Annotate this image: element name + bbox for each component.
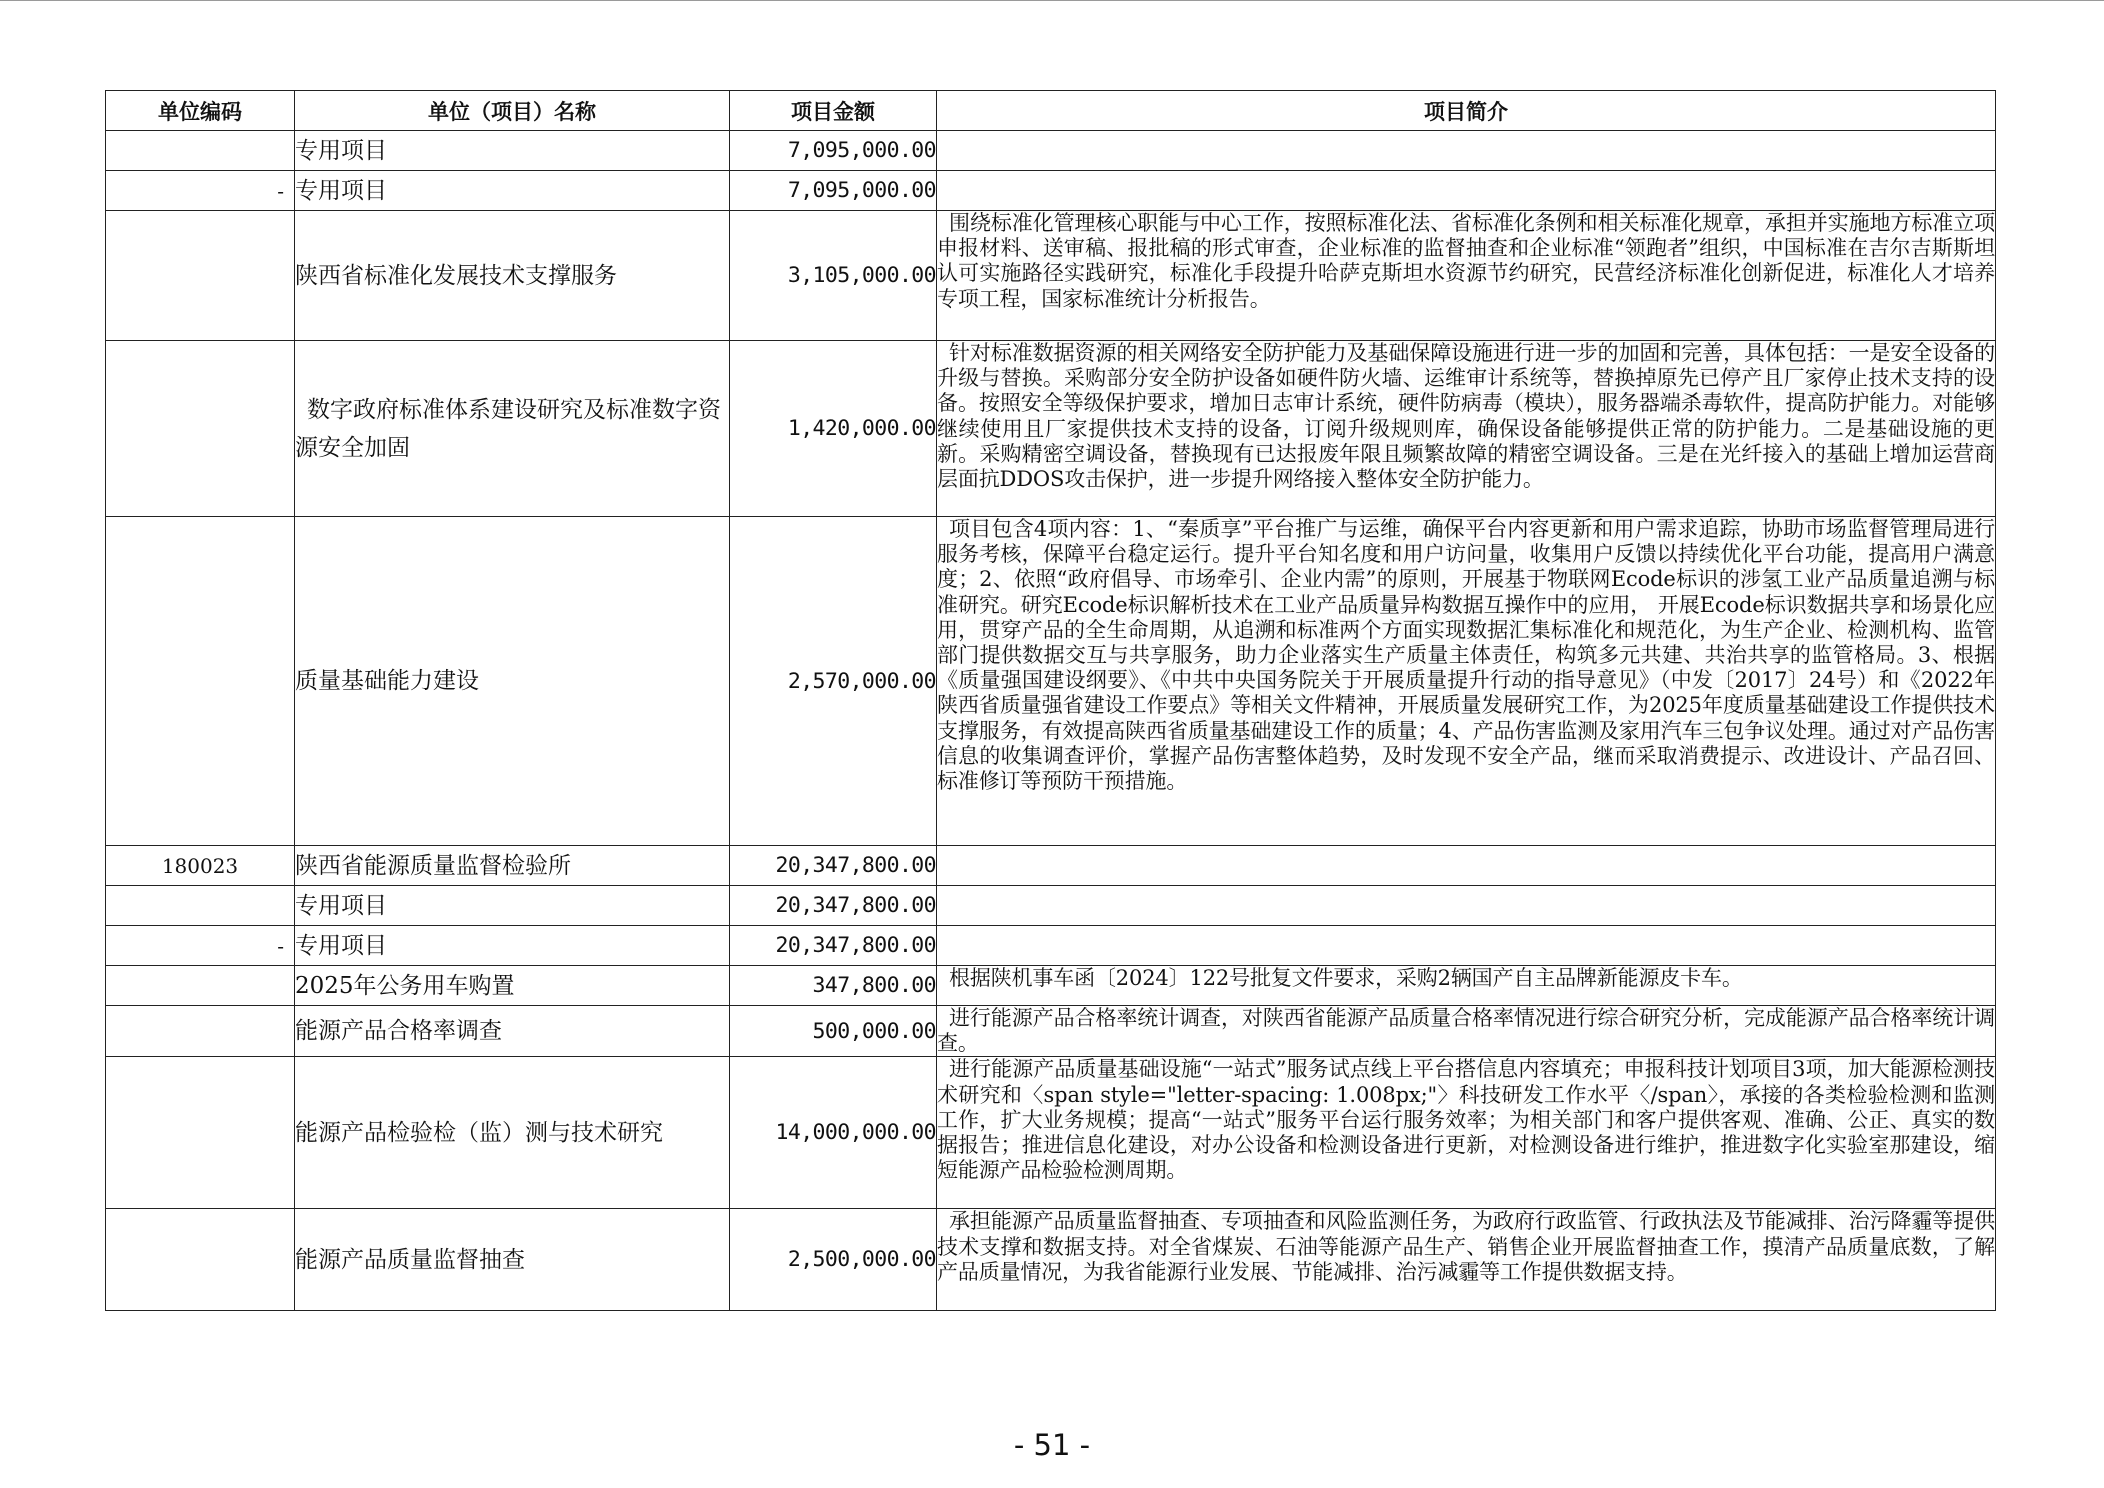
cell-unit-code: 180023 <box>106 846 295 886</box>
page-number: - 51 - <box>1013 1428 1091 1462</box>
cell-amount: 347,800.00 <box>730 966 937 1006</box>
table-row <box>106 1057 1996 1209</box>
cell-description: 进行能源产品质量基础设施“一站式”服务试点线上平台搭信息内容填充；申报科技计划项目3项，加大能源检测技术研究和〈span style="letter-spacing: 1.008px;"〉科技研发工作水平〈/span〉，承接的各类检验检测和监测工作，扩大业务规模；提高“一站式”服务平台运行服务效率；为相关部门和客户提供客观、准确、公正、真实的数据报告；推进信息化建设，对办公设备和检测设备进行更新，对检测设备进行维护，推进数字化实验室那建设，缩短能源产品检验检测周期。 <box>937 1057 1996 1209</box>
cell-unit-code <box>106 886 295 926</box>
table-row <box>106 211 1996 341</box>
cell-amount: 3,105,000.00 <box>730 211 937 341</box>
cell-description <box>937 171 1996 211</box>
cell-description: 根据陕机事车函〔2024〕122号批复文件要求，采购2辆国产自主品牌新能源皮卡车。 <box>937 966 1996 1006</box>
table-row <box>106 926 1996 966</box>
cell-unit-name: 专用项目 <box>295 131 730 171</box>
table-row <box>106 966 1996 1006</box>
table-header-row <box>106 91 1996 131</box>
cell-unit-code <box>106 966 295 1006</box>
cell-description: 针对标准数据资源的相关网络安全防护能力及基础保障设施进行进一步的加固和完善，具体包括：一是安全设备的升级与替换。采购部分安全防护设备如硬件防火墙、运维审计系统等，替换掉原先已停产且厂家停止技术支持的设备。按照安全等级保护要求，增加日志审计系统，硬件防病毒（模块），服务器端杀毒软件，提高防护能力。对能够继续使用且厂家提供技术支持的设备，订阅升级规则库，确保设备能够提供正常的防护能力。二是基础设施的更新。采购精密空调设备，替换现有已达报废年限且频繁故障的精密空调设备。三是在光纤接入的基础上增加运营商层面抗DDOS攻击保护，进一步提升网络接入整体安全防护能力。 <box>937 341 1996 517</box>
cell-unit-name: 能源产品检验检（监）测与技术研究 <box>295 1057 730 1209</box>
table-row <box>106 341 1996 517</box>
cell-unit-name: 质量基础能力建设 <box>295 517 730 846</box>
cell-unit-name: 能源产品合格率调查 <box>295 1006 730 1057</box>
cell-unit-code <box>106 517 295 846</box>
cell-description <box>937 846 1996 886</box>
cell-unit-name: 专用项目 <box>295 171 730 211</box>
cell-amount: 20,347,800.00 <box>730 886 937 926</box>
cell-unit-code: - <box>106 926 295 966</box>
cell-amount: 7,095,000.00 <box>730 171 937 211</box>
cell-description <box>937 926 1996 966</box>
cell-unit-code <box>106 211 295 341</box>
cell-unit-name: 2025年公务用车购置 <box>295 966 730 1006</box>
cell-amount: 1,420,000.00 <box>730 341 937 517</box>
cell-description: 项目包含4项内容：1、“秦质享”平台推广与运维，确保平台内容更新和用户需求追踪，协助市场监督管理局进行服务考核，保障平台稳定运行。提升平台知名度和用户访问量，收集用户反馈以持续优化平台功能，提高用户满意度；2、依照“政府倡导、市场牵引、企业内需”的原则，开展基于物联网Ecode标识的涉氢工业产品质量追溯与标准研究。研究Ecode标识解析技术在工业产品质量异构数据互操作中的应用， 开展Ecode标识数据共享和场景化应用，贯穿产品的全生命周期，从追溯和标准两个方面实现数据汇集标准化和规范化，为生产企业、检测机构、监管部门提供数据交互与共享服务，助力企业落实生产质量主体责任，构筑多元共建、共治共享的监管格局。3、根据《质量强国建设纲要》、《中共中央国务院关于开展质量提升行动的指导意见》（中发〔2017〕24号）和《2022年陕西省质量强省建设工作要点》等相关文件精神，开展质量发展研究工作，为2025年度质量基础建设工作提供技术支撑服务，有效提高陕西省质量基础建设工作的质量；4、产品伤害监测及家用汽车三包争议处理。通过对产品伤害信息的收集调查评价，掌握产品伤害整体趋势，及时发现不安全产品，继而采取消费提示、改进设计、产品召回、标准修订等预防干预措施。 <box>937 517 1996 846</box>
header-unit-code: 单位编码 <box>106 91 295 131</box>
cell-unit-code <box>106 1057 295 1209</box>
table-row <box>106 131 1996 171</box>
cell-unit-code <box>106 131 295 171</box>
cell-amount: 2,570,000.00 <box>730 517 937 846</box>
cell-amount: 20,347,800.00 <box>730 846 937 886</box>
cell-unit-name: 专用项目 <box>295 926 730 966</box>
cell-unit-name: 专用项目 <box>295 886 730 926</box>
table-row <box>106 1006 1996 1057</box>
cell-amount: 500,000.00 <box>730 1006 937 1057</box>
header-description: 项目简介 <box>937 91 1996 131</box>
table-row <box>106 846 1996 886</box>
table-row <box>106 1209 1996 1311</box>
header-amount: 项目金额 <box>730 91 937 131</box>
cell-description: 承担能源产品质量监督抽查、专项抽查和风险监测任务，为政府行政监管、行政执法及节能减排、治污降霾等提供技术支撑和数据支持。对全省煤炭、石油等能源产品生产、销售企业开展监督抽查工作，摸清产品质量底数，了解产品质量情况，为我省能源行业发展、节能减排、治污减霾等工作提供数据支持。 <box>937 1209 1996 1311</box>
cell-unit-name: 能源产品质量监督抽查 <box>295 1209 730 1311</box>
budget-table <box>105 90 1996 1311</box>
cell-unit-code <box>106 341 295 517</box>
cell-unit-code <box>106 1209 295 1311</box>
cell-amount: 20,347,800.00 <box>730 926 937 966</box>
cell-amount: 2,500,000.00 <box>730 1209 937 1311</box>
table-row <box>106 517 1996 846</box>
header-unit-name: 单位（项目）名称 <box>295 91 730 131</box>
cell-unit-name: 陕西省能源质量监督检验所 <box>295 846 730 886</box>
table-row <box>106 171 1996 211</box>
top-rule <box>0 0 2104 1</box>
cell-unit-name: 陕西省标准化发展技术支撑服务 <box>295 211 730 341</box>
cell-description <box>937 886 1996 926</box>
cell-amount: 7,095,000.00 <box>730 131 937 171</box>
cell-unit-code: - <box>106 171 295 211</box>
cell-description: 围绕标准化管理核心职能与中心工作，按照标准化法、省标准化条例和相关标准化规章，承担并实施地方标准立项申报材料、送审稿、报批稿的形式审查，企业标准的监督抽查和企业标准“领跑者”组织，中国标准在吉尔吉斯斯坦认可实施路径实践研究，标准化手段提升哈萨克斯坦水资源节约研究，民营经济标准化创新促进，标准化人才培养专项工程，国家标准统计分析报告。 <box>937 211 1996 341</box>
cell-description <box>937 131 1996 171</box>
cell-amount: 14,000,000.00 <box>730 1057 937 1209</box>
cell-description: 进行能源产品合格率统计调查，对陕西省能源产品质量合格率情况进行综合研究分析，完成能源产品合格率统计调查。 <box>937 1006 1995 1056</box>
table-row <box>106 886 1996 926</box>
cell-unit-name: 数字政府标准体系建设研究及标准数字资源安全加固 <box>295 341 730 517</box>
cell-unit-code <box>106 1006 295 1057</box>
